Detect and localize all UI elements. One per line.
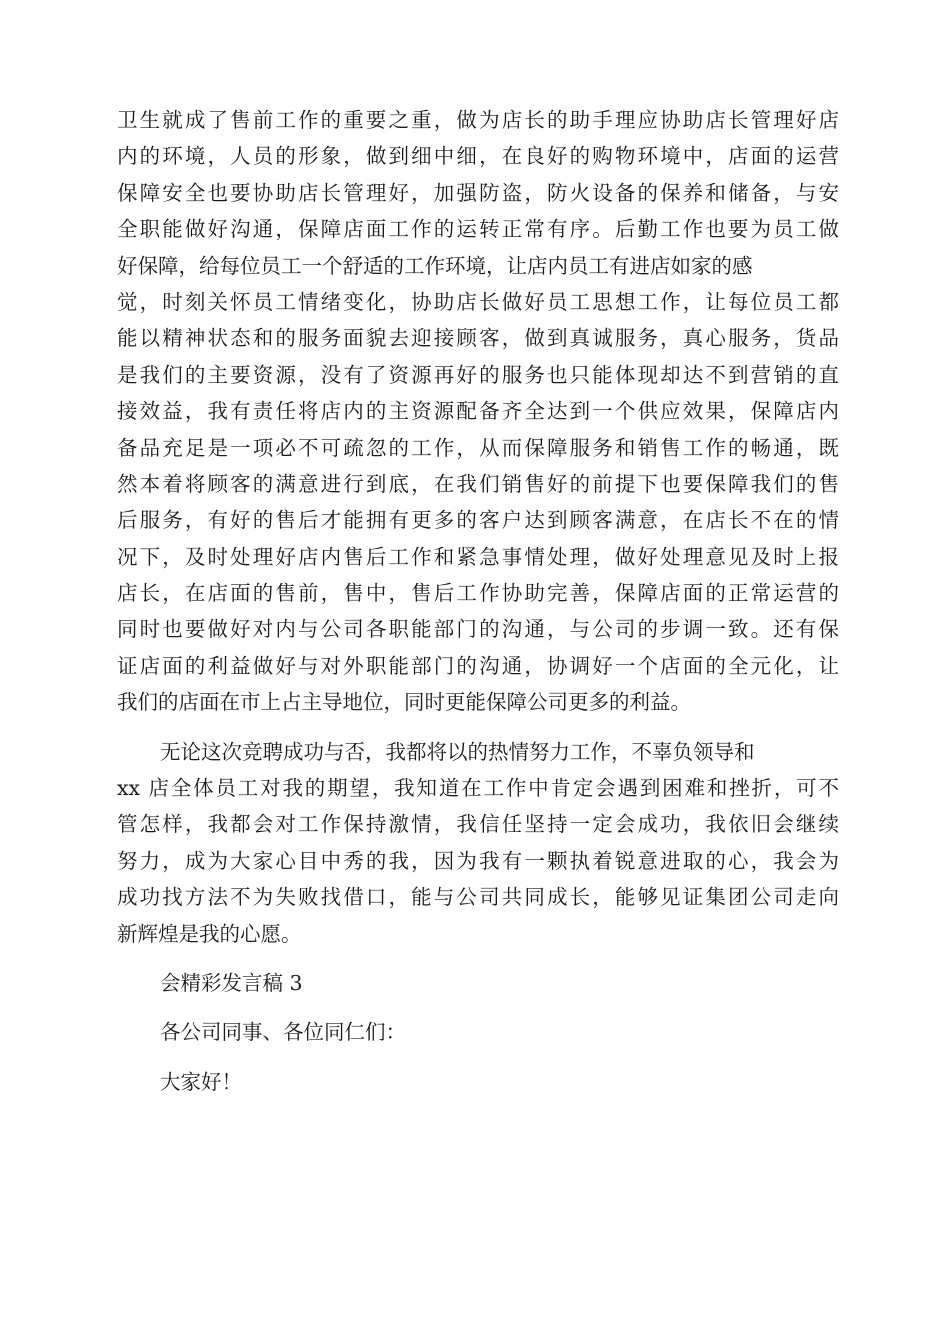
section-heading: 会精彩发言稿 3 <box>160 970 303 995</box>
text-line: 好保障，给每位员工一个舒适的工作环境，让店内员工有进店如家的感 <box>117 253 753 278</box>
paragraph-1 <box>117 102 839 721</box>
text-line: 然本着将顾客的满意进行到底，在我们销售好的前提下也要保障我们的售 <box>117 471 839 496</box>
text-line: 成功找方法不为失败找借口，能与公司共同成长，能够见证集团公司走向 <box>117 885 839 910</box>
greeting: 大家好！ <box>160 1069 242 1094</box>
text-line: 全职能做好沟通，保障店面工作的运转正常有序。后勤工作也要为员工做 <box>117 217 839 242</box>
text-line: 内的环境，人员的形象，做到细中细，在良好的购物环境中，店面的运营 <box>117 144 839 169</box>
text-line: 管怎样，我都会对工作保持激情，我信任坚持一定会成功，我依旧会继续 <box>117 812 839 837</box>
paragraph-spacer <box>117 1051 839 1064</box>
document-body <box>117 102 839 1100</box>
section-heading-block <box>117 965 839 1001</box>
text-line: xx 店全体员工对我的期望，我知道在工作中肯定会遇到困难和挫折，可不 <box>117 776 839 801</box>
text-line: 同时也要做好对内与公司各职能部门的沟通，与公司的步调一致。还有保 <box>117 617 839 642</box>
paragraph-2 <box>117 734 839 952</box>
text-line: 新辉煌是我的心愿。 <box>117 921 302 946</box>
paragraph-spacer <box>117 721 839 734</box>
text-line: 卫生就成了售前工作的重要之重，做为店长的助手理应协助店长管理好店 <box>117 108 839 132</box>
salutation-block <box>117 1014 839 1050</box>
text-line: 觉，时刻关怀员工情绪变化，协助店长做好员工思想工作，让每位员工都 <box>117 289 839 314</box>
paragraph-spacer <box>117 1001 839 1014</box>
text-line: 无论这次竞聘成功与否，我都将以的热情努力工作，不辜负领导和 <box>160 739 755 764</box>
text-line: 店长，在店面的售前，售中，售后工作协助完善，保障店面的正常运营的 <box>117 581 839 606</box>
text-line: 能以精神状态和的服务面貌去迎接顾客，做到真诚服务，真心服务，货品 <box>117 326 839 351</box>
text-line: 后服务，有好的售后才能拥有更多的客户达到顾客满意，在店长不在的情 <box>117 508 839 533</box>
text-line: 我们的店面在市上占主导地位，同时更能保障公司更多的利益。 <box>117 690 691 715</box>
text-line: 是我们的主要资源，没有了资源再好的服务也只能体现却达不到营销的直 <box>117 362 839 387</box>
paragraph-spacer <box>117 952 839 965</box>
salutation: 各公司同事、各位同仁们： <box>160 1020 406 1045</box>
greeting-block <box>117 1064 839 1100</box>
text-line: 保障安全也要协助店长管理好，加强防盗，防火设备的保养和储备，与安 <box>117 180 839 205</box>
text-line: 接效益，我有责任将店内的主资源配备齐全达到一个供应效果，保障店内 <box>117 399 839 424</box>
text-line: 努力，成为大家心目中秀的我，因为我有一颗执着锐意进取的心，我会为 <box>117 848 839 873</box>
text-line: 备品充足是一项必不可疏忽的工作，从而保障服务和销售工作的畅通，既 <box>117 435 839 460</box>
text-line: 证店面的利益做好与对外职能部门的沟通，协调好一个店面的全元化，让 <box>117 653 839 678</box>
text-line: 况下，及时处理好店内售后工作和紧急事情处理，做好处理意见及时上报 <box>117 544 839 569</box>
